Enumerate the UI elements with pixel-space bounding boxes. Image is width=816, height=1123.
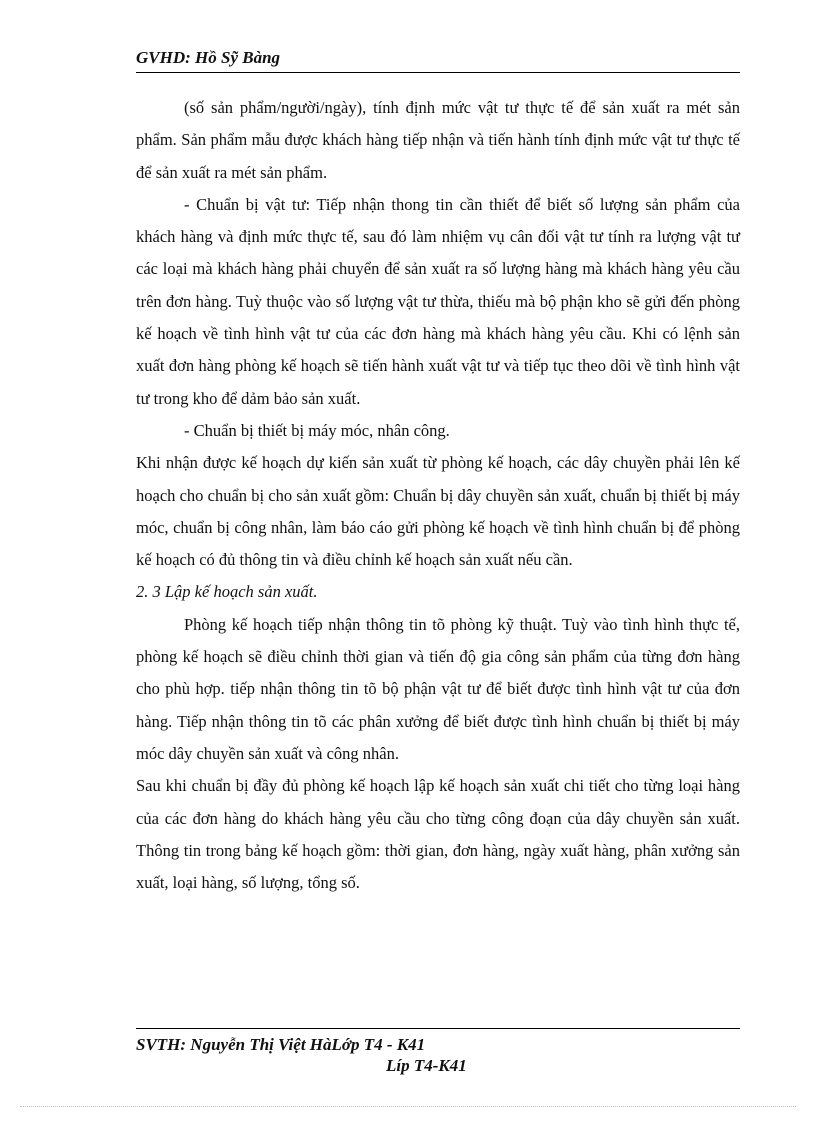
page-header: GVHD: Hồ Sỹ Bàng: [136, 48, 740, 73]
paragraph: Sau khi chuẩn bị đầy đủ phòng kế hoạch lập kế hoạch sản xuất chi tiết cho từng loại hàng của các đơn hàng do khách hàng yêu cầu cho từng công đoạn của dây chuyền sản xuất. Thông tin trong bảng kế hoạch gồm: thời gian, đơn hàng, ngày xuất hàng, phân xưởng sản xuất, loại hàng, số lượng, tổng số.: [136, 776, 740, 893]
paragraph: - Chuẩn bị vật tư: Tiếp nhận thong tin cần thiết để biết số lượng sản phẩm của khách hàng và định mức thực tế, sau đó làm nhiệm vụ cân đối vật tư tính ra lượng vật tư các loại mà khách hàng phải chuyển để sản xuất ra số lượng hàng mà khách hàng yêu cầu trên đơn hàng. Tuỳ thuộc vào số lượng vật tư thừa, thiếu mà bộ phận kho sẽ gửi đến phòng kế hoạch về tình hình vật tư của các đơn hàng mà khách hàng yêu cầu. Khi có lệnh sản xuất đơn hàng phòng kế hoạch sẽ tiến hành xuất vật tư và tiếp tục theo dõi về tình hình vật tư trong kho để dảm bảo sản xuất.: [136, 194, 740, 408]
section-heading: 2. 3 Lập kế hoạch sản xuất.: [136, 582, 318, 602]
paragraph: Phòng kế hoạch tiếp nhận thông tin tõ phòng kỹ thuật. Tuỳ vào tình hình thực tế, phòng kế hoạch sẽ điều chỉnh thời gian và tiến độ gia công sản phẩm của từng đơn hàng cho phù hợp. tiếp nhận thông tin tõ bộ phận vật tư để biết được tình hình vật tư của đơn hàng. Tiếp nhận thông tin tõ các phân xưởng để biết được tình hình chuẩn bị thiết bị máy móc dây chuyền sản xuất và công nhân.: [136, 614, 740, 763]
paragraph: - Chuẩn bị thiết bị máy móc, nhân công.: [184, 420, 450, 440]
page-footer: SVTH: Nguyễn Thị Việt HàLớp T4 - K41: [136, 1035, 426, 1054]
document-body: [136, 92, 740, 899]
paragraph: (số sản phẩm/người/ngày), tính định mức vật tư thực tế để sản xuất ra mét sản phẩm. Sản phẩm mẫu được khách hàng tiếp nhận và tiến hành tính định mức vật tư thực tế để sản xuất ra mét sản phẩm.: [136, 98, 740, 182]
footer-rule: [136, 1028, 740, 1029]
page-footer-class: Líp T4-K41: [386, 1056, 467, 1075]
paragraph: Khi nhận được kế hoạch dự kiến sản xuất từ phòng kế hoạch, các dây chuyền phải lên kế hoạch cho chuẩn bị cho sản xuất gồm: Chuẩn bị dây chuyền sản xuất, chuẩn bị thiết bị máy móc, chuẩn bị công nhân, làm báo cáo gửi phòng kế hoạch về tình hình chuẩn bị để phòng kế hoạch có đủ thông tin và điều chỉnh kế hoạch sản xuất nếu cần.: [136, 453, 740, 570]
page-edge-divider: [20, 1106, 796, 1107]
